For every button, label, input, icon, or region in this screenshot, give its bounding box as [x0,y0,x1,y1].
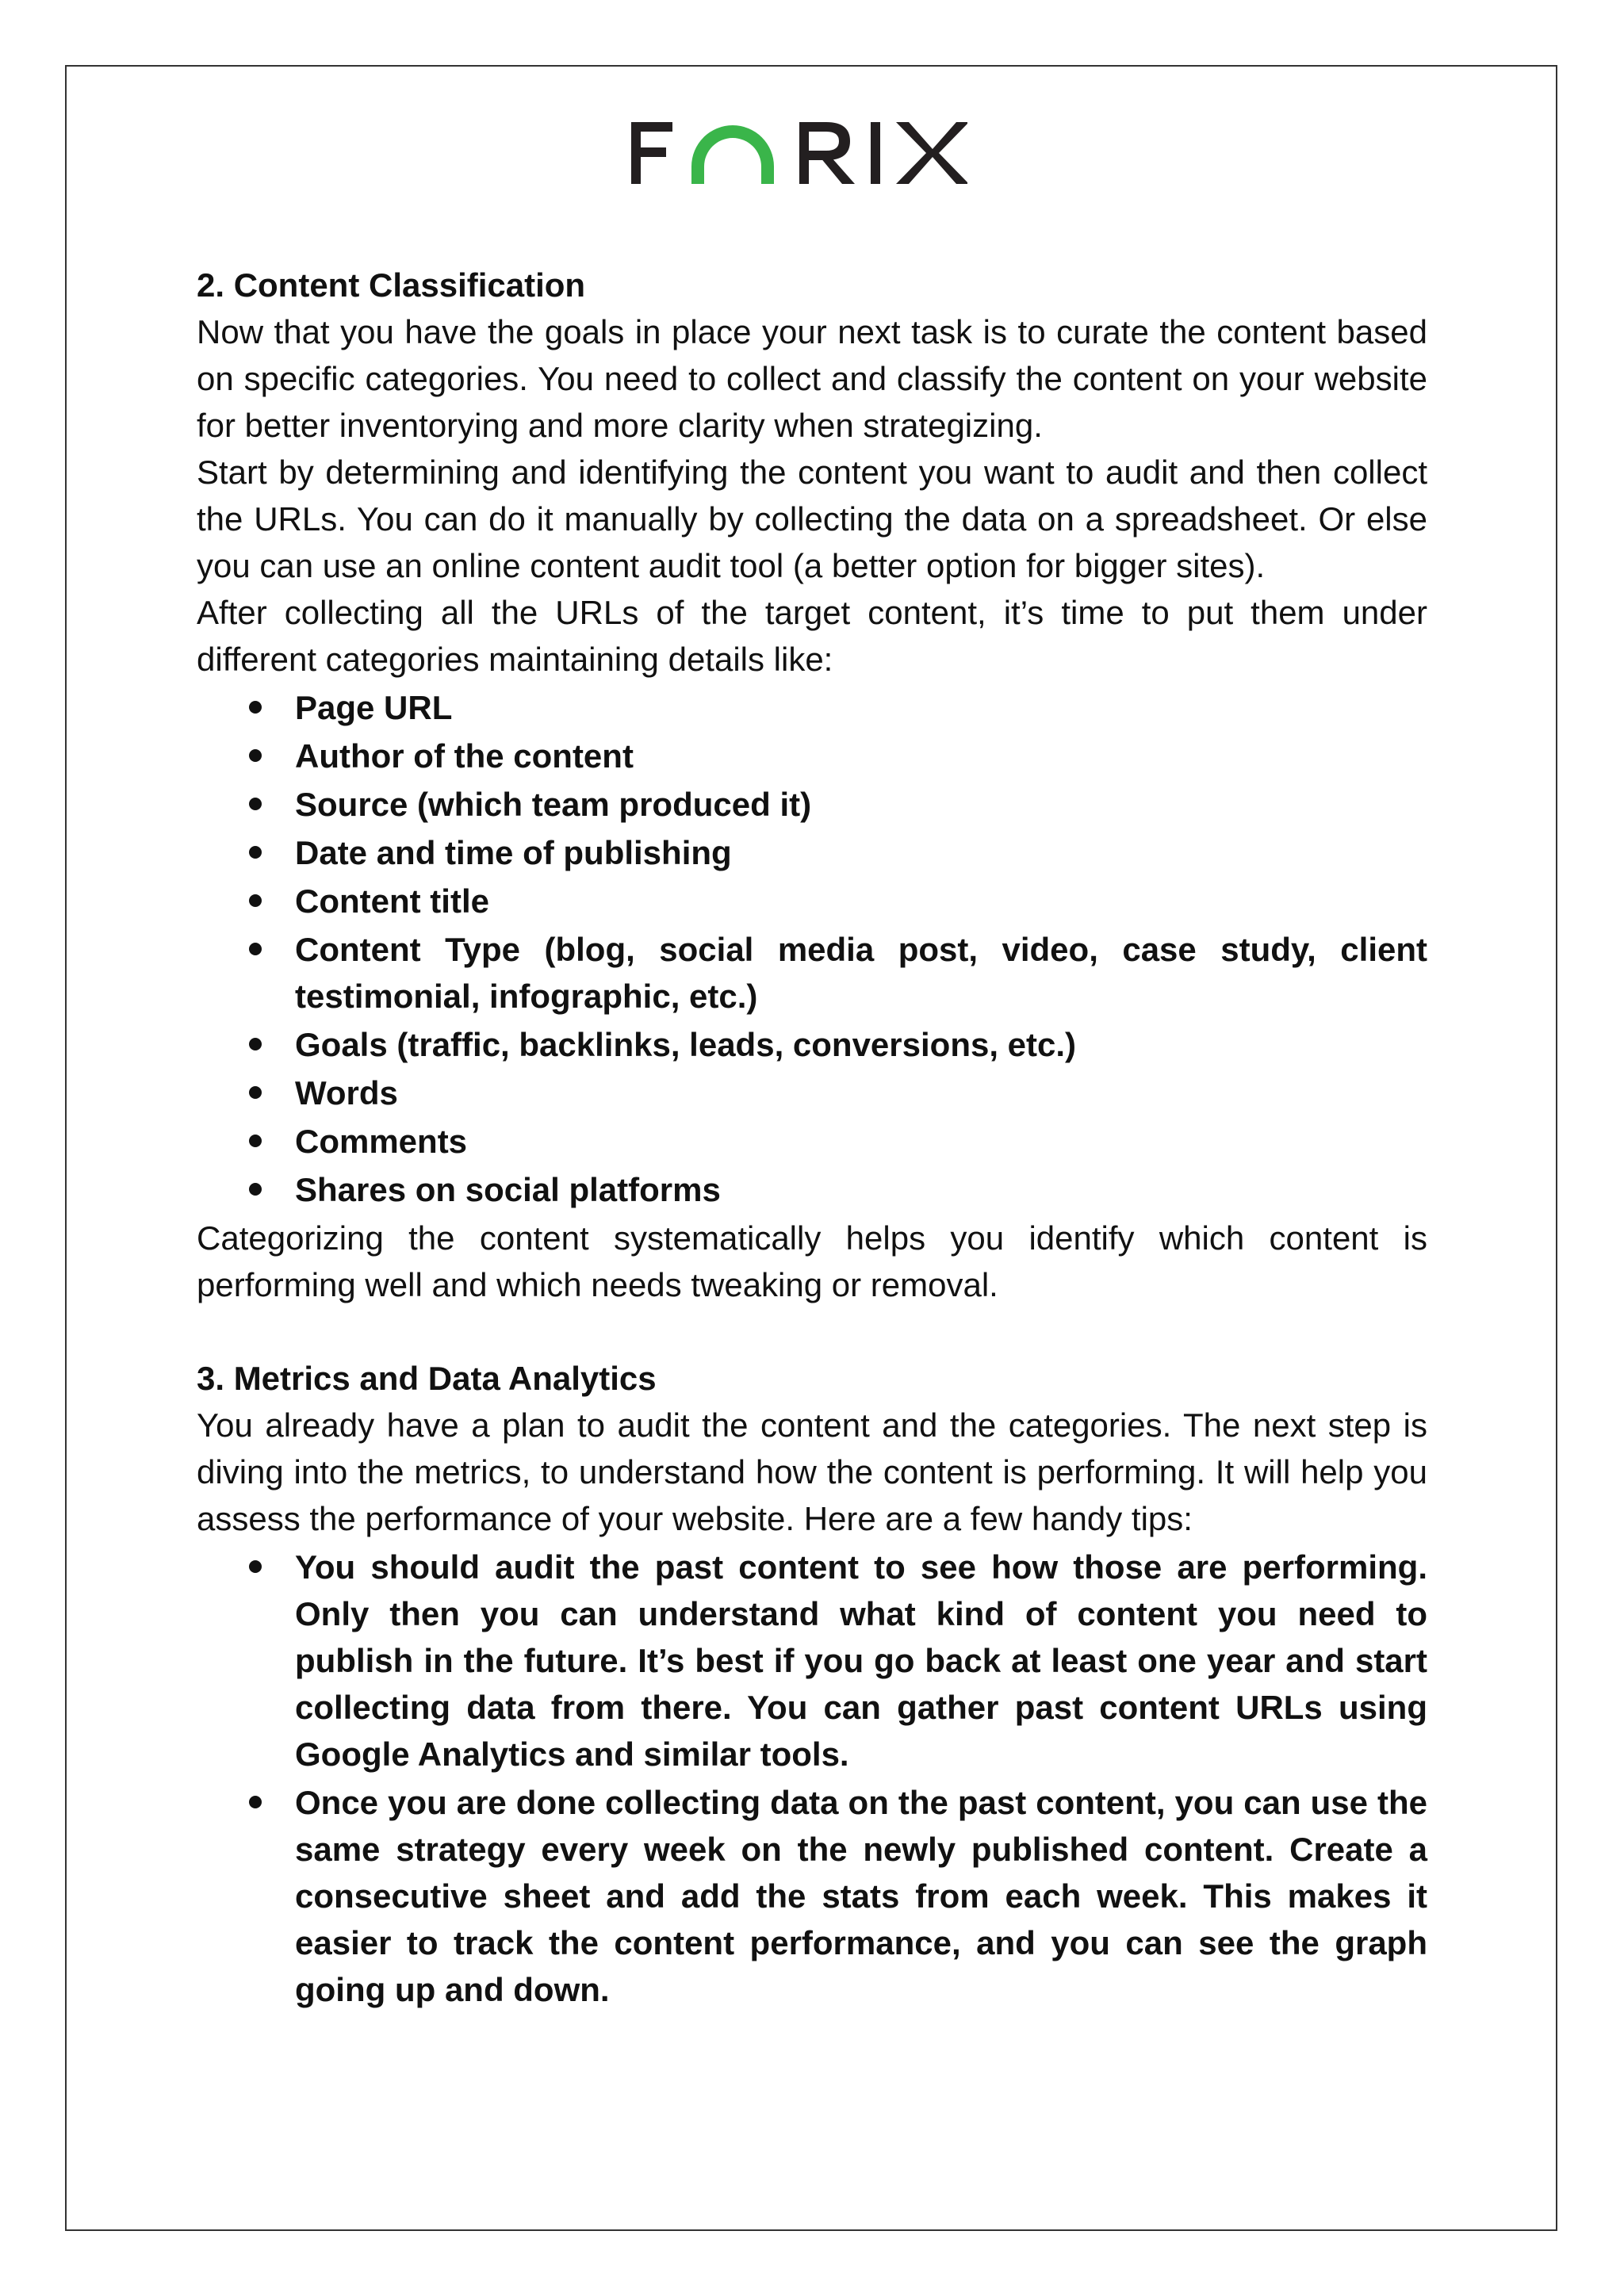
list-item-text: Source (which team produced it) [295,786,812,823]
list-item [197,829,1427,876]
list-item [197,781,1427,828]
section-2-paragraph-1: Now that you have the goals in place your next task is to curate the content based on specific categories. You need to collect and classify the content on your website for better inventorying and more clarity when strategizing. [197,313,1427,444]
section-2-paragraph-2: Start by determining and identifying the content you want to audit and then collect the URLs. You can do it manually by collecting the data on a spreadsheet. Or else you can use an online content audit tool (a better option for bigger sites). [197,453,1427,584]
list-item-text: Comments [295,1123,468,1160]
section-2-paragraph-3: After collecting all the URLs of the target content, it’s time to put them under different categories maintaining details like: [197,594,1427,678]
bullet-icon [249,1796,262,1808]
list-item-text: Author of the content [295,737,634,775]
bullet-icon [249,943,262,955]
document-body [197,262,1427,2015]
section-spacer [197,1308,1427,1355]
list-item [197,926,1427,1020]
bullet-icon [249,1038,262,1050]
list-item [197,733,1427,779]
list-item [197,1544,1427,1777]
bullet-icon [249,846,262,859]
list-item-text: Content Type (blog, social media post, video, case study, client testimonial, infographic, etc.) [295,931,1427,1015]
section-2-heading: 2. Content Classification [197,266,586,304]
bullet-icon [249,1183,262,1196]
list-item [197,1070,1427,1116]
section-3-heading: 3. Metrics and Data Analytics [197,1360,657,1397]
list-item-text: Words [295,1074,398,1112]
bullet-icon [249,1560,262,1573]
list-item-text: Content title [295,882,489,920]
list-item [197,1118,1427,1165]
section-2-paragraph-4: Categorizing the content systematically helps you identify which content is performing well and which needs tweaking or removal. [197,1219,1427,1303]
list-item-text: Date and time of publishing [295,834,732,871]
metrics-tips-list [197,1544,1427,2013]
list-item-text: Goals (traffic, backlinks, leads, conversions, etc.) [295,1026,1077,1063]
list-item [197,878,1427,924]
list-item [197,684,1427,731]
list-item-text: Shares on social platforms [295,1171,721,1208]
category-details-list [197,684,1427,1213]
list-item [197,1166,1427,1213]
bullet-icon [249,749,262,762]
bullet-icon [249,798,262,810]
bullet-icon [249,894,262,907]
forix-logo [626,117,967,189]
bullet-icon [249,701,262,714]
bullet-icon [249,1135,262,1147]
list-item-text: Once you are done collecting data on the past content, you can use the same strategy every week on the newly published content. Create a consecutive sheet and add the stats from each week. This makes it easier to track the content performance, and you can see the graph going up and down. [295,1784,1427,2008]
bullet-icon [249,1086,262,1099]
list-item-text: You should audit the past content to see how those are performing. Only then you can understand what kind of content you need to publish in the future. It’s best if you go back at least one year and start collecting data from there. You can gather past content URLs using Google Analytics and similar tools. [295,1548,1427,1773]
list-item [197,1779,1427,2013]
list-item [197,1021,1427,1068]
list-item-text: Page URL [295,689,453,726]
section-3-paragraph-1: You already have a plan to audit the content and the categories. The next step is diving into the metrics, to understand how the content is performing. It will help you assess the performance of your website. Here are a few handy tips: [197,1406,1427,1537]
